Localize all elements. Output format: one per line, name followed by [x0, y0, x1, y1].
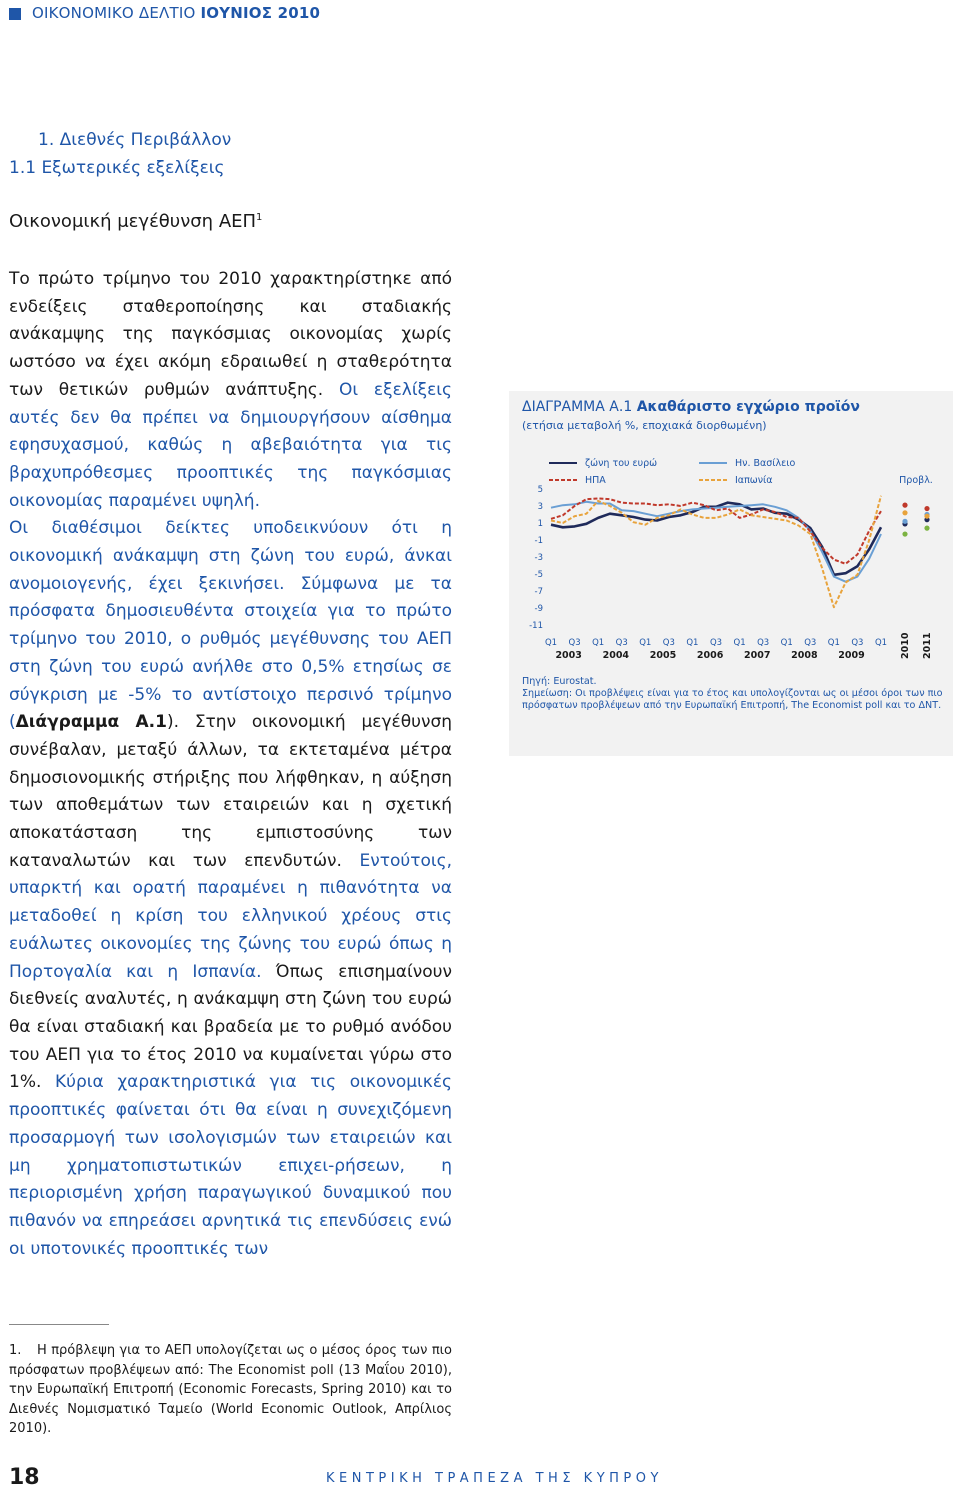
footnote: 1. Η πρόβλεψη για το ΑΕΠ υπολογίζεται ως ο μέσος όρος των πιο πρόσφατων προβλέψεων από: The Economist poll (13 Μαΐου 2010), την Ευρωπαϊκή Επιτροπή (Economic Forecasts, Spring 2010) και το Διεθνές Νομισματικό Ταμείο (World Economic Outlook, Απρίλιος 2010). — [9, 1343, 452, 1437]
y-tick-label: 3 — [537, 502, 543, 512]
topic-heading: Οικονομική μεγέθυνση ΑΕΠ$^1$ — [9, 211, 263, 232]
forecast-marker — [924, 514, 929, 519]
forecast-label: Προβλ. — [899, 475, 933, 486]
running-header — [0, 0, 960, 30]
y-tick-label: -1 — [534, 536, 543, 546]
page-number: 18 — [9, 1465, 40, 1490]
y-tick-label: -11 — [529, 621, 543, 631]
year-label: 2003 — [555, 650, 582, 661]
quarter-tick-label: Q3 — [804, 638, 817, 648]
year-label: 2008 — [791, 650, 818, 661]
figure-source-notes — [522, 676, 947, 711]
quarter-tick-label: Q3 — [757, 638, 770, 648]
forecast-year-label: 2010 — [900, 632, 911, 659]
legend-label: ζώνη του ευρώ — [585, 458, 658, 469]
y-tick-label: -5 — [534, 570, 543, 580]
forecast-year-label: 2011 — [922, 632, 933, 659]
quarter-tick-label: Q1 — [686, 638, 699, 648]
y-tick-label: -7 — [534, 587, 543, 597]
year-label: 2006 — [696, 650, 724, 661]
y-tick-label: -9 — [534, 604, 543, 614]
quarter-tick-label: Q3 — [851, 638, 864, 648]
quarter-tick-label: Q1 — [639, 638, 652, 648]
footnote-divider — [9, 1324, 109, 1325]
subsection-heading: 1.1 Εξωτερικές εξελίξεις — [9, 158, 225, 178]
publisher-name: ΚΕΝΤΡΙΚΗ ΤΡΑΠΕΖΑ ΤΗΣ ΚΥΠΡΟΥ — [326, 1471, 663, 1486]
quarter-tick-label: Q1 — [874, 638, 888, 648]
series-line — [551, 503, 881, 575]
figure-a1 — [509, 391, 953, 756]
forecast-marker — [902, 510, 907, 515]
figure-title: ΔΙΑΓΡΑΜΜΑ Α.1 Ακαθάριστο εγχώριο προϊόν — [522, 399, 860, 415]
year-label: 2007 — [744, 650, 771, 661]
quarter-tick-label: Q3 — [615, 638, 628, 648]
paragraph-1: Το πρώτο τρίμηνο του 2010 χαρακτηρίστηκε από ενδείξεις σταθεροποίησης και σταδιακής ανάκαμψης της παγκόσμιας οικονομίας χωρίς ωστόσο να έχει ακόμη εδραιωθεί η σταθερότητα των θετικών ρυθμών ανάπτυξης. Οι εξελίξεις αυτές δεν θα πρέπει να δημιουργήσουν αίσθημα εφησυχασμού, καθώς η αβεβαιότητα για τις βραχυπρόθεσμες προοπτικές της παγκόσμιας οικονομίας παραμένει υψηλή. — [9, 269, 453, 511]
figure-note: Σημείωση: Οι προβλέψεις είναι για το έτος και υπολογίζονται ως οι μέσοι όροι των πιο πρόσφατων προβλέψεων από την Ευρωπαϊκή Επιτροπή, The Economist poll και το ΔΝΤ. — [522, 687, 943, 711]
quarter-tick-label: Q3 — [709, 638, 723, 648]
quarter-tick-label: Q3 — [662, 638, 675, 648]
forecast-marker — [924, 526, 929, 531]
y-tick-label: -3 — [534, 553, 543, 563]
forecast-marker — [902, 531, 907, 536]
year-label: 2005 — [649, 650, 677, 661]
legend-label: Ην. Βασίλειο — [735, 458, 796, 469]
quarter-tick-label: Q1 — [733, 638, 746, 648]
year-label: 2009 — [838, 650, 865, 661]
forecast-marker — [902, 519, 907, 524]
legend-label: Ιαπωνία — [735, 475, 773, 486]
forecast-marker — [902, 503, 907, 508]
gdp-line-chart — [509, 441, 953, 676]
body-text — [9, 266, 452, 1263]
y-tick-label: 5 — [537, 485, 543, 495]
header-title: ΟΙΚΟΝΟΜΙΚΟ ΔΕΛΤΙΟ ΙΟΥΝΙΟΣ 2010 — [32, 4, 321, 22]
chapter-heading: 1. Διεθνές Περιβάλλον — [38, 130, 232, 150]
figure-reference[interactable]: Διάγραμμα Α.1 — [15, 712, 167, 733]
header-square-icon — [9, 8, 21, 20]
y-tick-label: 1 — [537, 519, 543, 529]
series-line — [551, 496, 881, 607]
quarter-tick-label: Q1 — [827, 638, 840, 648]
quarter-tick-label: Q1 — [544, 638, 558, 648]
series-line — [551, 502, 881, 582]
paragraph-2: Οι διαθέσιμοι δείκτες υποδεικνύουν ότι η οικονομική ανάκαμψη στη ζώνη του ευρώ, άνκαι ανομοιογενής, έχει ξεκινήσει. Σύμφωνα με τα πρόσφατα δημοσιευθέντα στοιχεία για το πρώτο τρίμηνο του 2010, ο ρυθμός μεγέθυνσης του ΑΕΠ στη ζώνη του ευρώ ανήλθε στο 0,5% ετησίως σε σύγκριση με -5% το αντίστοιχο περσινό τρίμηνο (Διάγραμμα Α.1). Στην οικονομική μεγέθυνση συνέβαλαν, μεταξύ άλλων, τα εκτεταμένα μέτρα δημοσιονομικής στήριξης που λήφθηκαν, η αύξηση των αποθεμάτων των εταιρειών και η σχετική αποκατάσταση της εμπιστοσύνης των καταναλωτών και των επενδυτών. Εντούτοις, υπαρκτή και ορατή παραμένει η πιθανότητα να μεταδοθεί η κρίση του ελληνικού χρέους στις ευάλωτες οικονομίες της ζώνης του ευρώ όπως η Πορτογαλία και η Ισπανία. Όπως επισημαίνουν διεθνείς αναλυτές, η ανάκαμψη στη ζώνη του ευρώ θα είναι σταδιακή και βραδεία με το ρυθμό ανόδου του ΑΕΠ για το έτος 2010 να κυμαίνεται γύρω στο 1%. Κύρια χαρακτηριστικά για τις οικονομικές προοπτικές φαίνεται ότι θα είναι η συνεχιζόμενη προσαρμογή των ισολογισμών των εταιρειών και μη χρηματοπιστωτικών επιχει-ρήσεων, η περιορισμένη χρήση παραγωγικού δυναμικού που πιθανόν να επηρεάσει αρνητικά τις επενδύσεις ενώ οι υποτονικές προοπτικές των — [9, 518, 453, 1259]
quarter-tick-label: Q1 — [592, 638, 605, 648]
quarter-tick-label: Q1 — [780, 638, 793, 648]
quarter-tick-label: Q3 — [568, 638, 581, 648]
figure-source: Πηγή: Eurostat. — [522, 676, 597, 687]
forecast-marker — [924, 506, 929, 511]
year-label: 2004 — [602, 650, 630, 661]
figure-subtitle: (ετήσια μεταβολή %, εποχιακά διορθωμένη) — [522, 419, 767, 432]
legend-label: ΗΠΑ — [585, 475, 606, 486]
